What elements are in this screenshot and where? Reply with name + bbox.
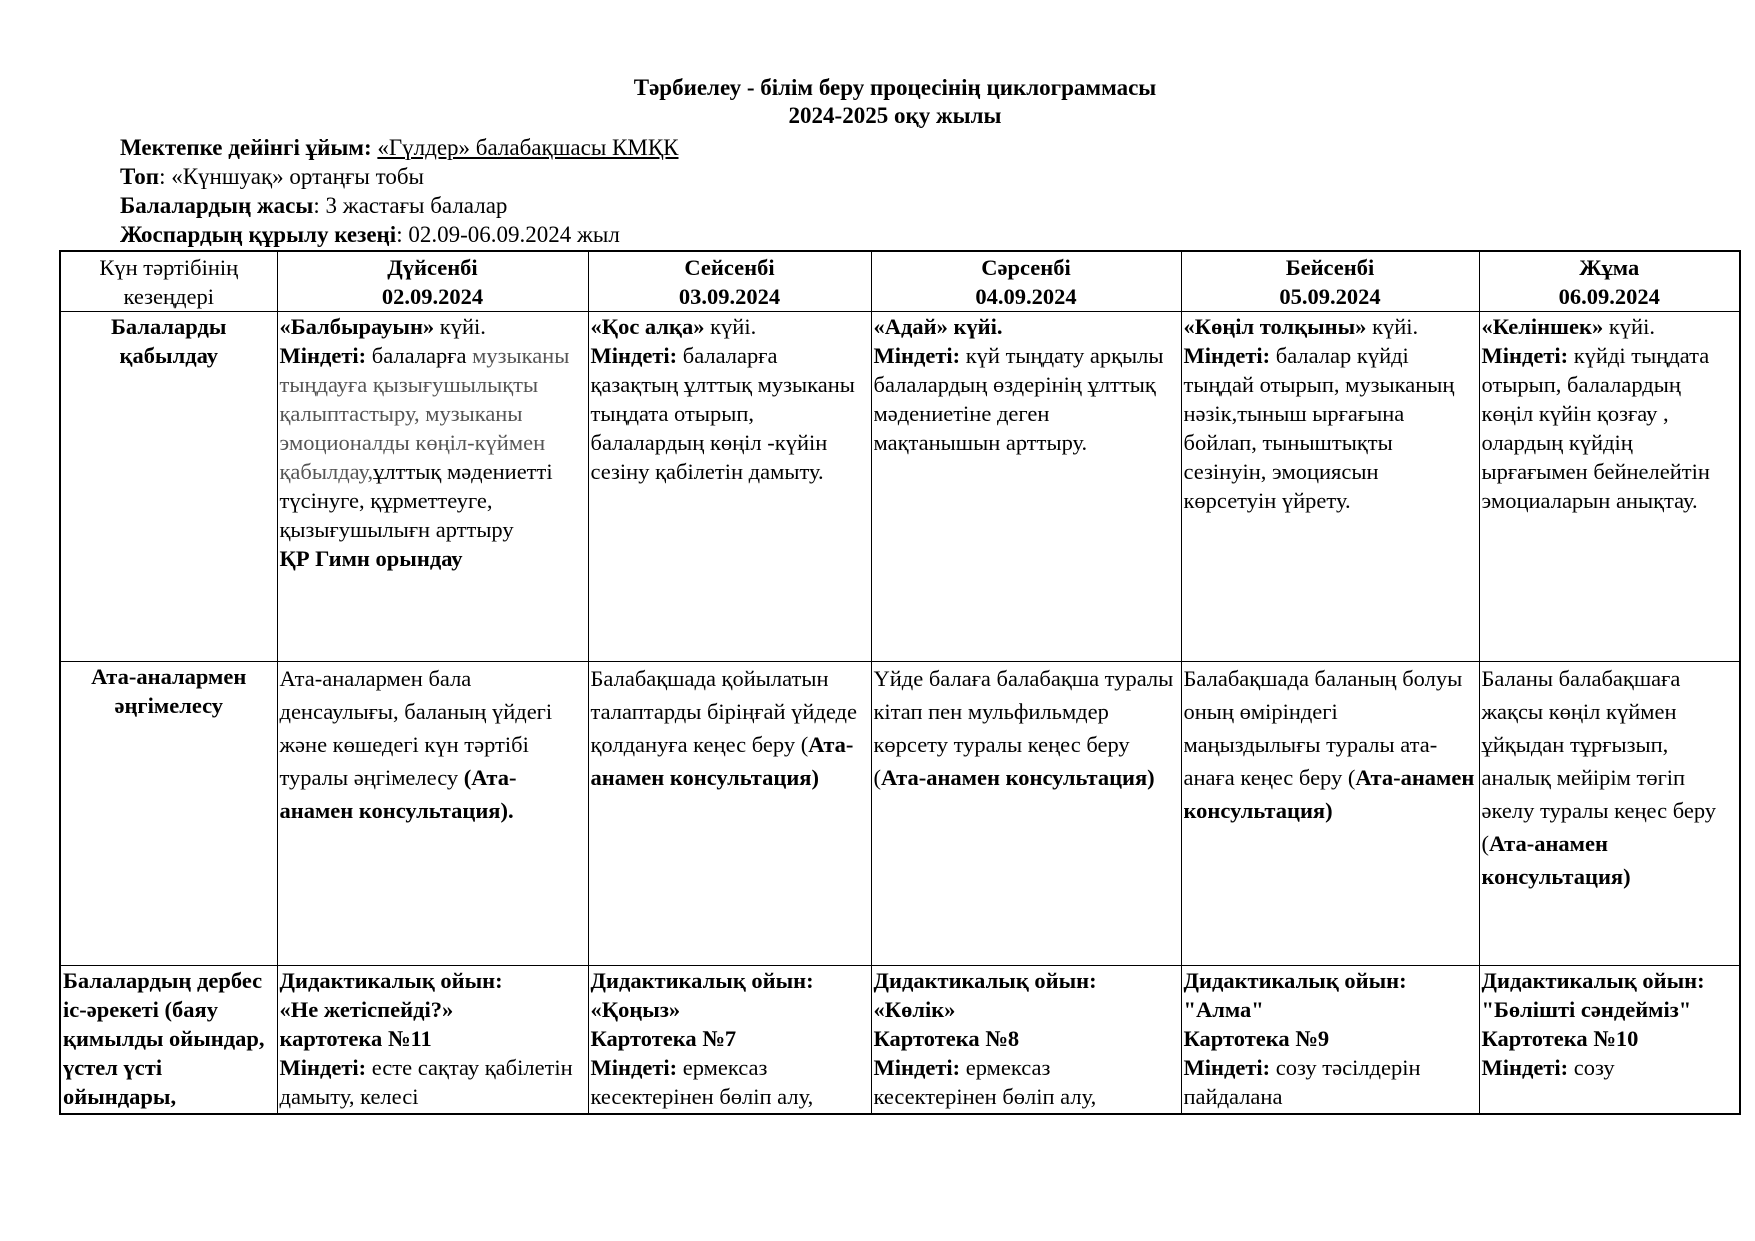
day-name: Сәрсенбі [981,255,1071,280]
cell-title: «Қос алқа» [590,314,705,339]
card-number: картотека №11 [279,1026,432,1051]
advice-text: Балабақшада баланың болуы оның өміріндегі маңыздылығы туралы ата-анаға кеңес беру ( [1183,666,1463,790]
meta-age-value: : 3 жастағы балалар [313,193,508,218]
meta-age [120,191,679,220]
card-number: Картотека №7 [590,1026,737,1051]
meta-period-label: Жоспардың құрылу кезеңі [120,222,397,247]
task-text: созу [1568,1055,1615,1080]
game-label: Дидактикалық ойын: [590,968,814,993]
task-label: Міндеті: [873,1055,961,1080]
cell-parents-fri [1479,662,1740,966]
cell-parents-wed [871,662,1181,966]
cell-independent-wed [871,966,1181,1114]
task-label: Міндеті: [279,1055,367,1080]
meta-age-label: Балалардың жасы [120,193,314,218]
meta-org-value: «Гүлдер» балабақшасы КМҚК [377,135,679,160]
meta-group-label: Топ [120,164,160,189]
task-label: Міндеті: [1183,343,1271,368]
task-text: балаларға [366,343,473,368]
task-text: балаларға қазақтың ұлттық музыканы тыңдата отырып, балалардың көңіл -күйін сезіну қабілетін дамыту. [590,343,855,484]
advice-text: Балабақшада қойылатын талаптарды біріңғай үйдеде қолдануға кеңес беру ( [590,666,857,757]
cell-title-rest: күйі. [1603,314,1655,339]
task-text: күй тыңдату арқылы балалардың өздерінің ұлттық мәдениетіне деген мақтанышын арттыру. [873,343,1164,455]
stage-cell: Ата-аналармен әңгімелесу [60,662,277,966]
advice-bold: Ата-анамен консультация) [1183,765,1475,823]
game-label: Дидактикалық ойын: [279,968,503,993]
advice-text: Баланы балабақшаға жақсы көңіл күймен ұйқыдан тұрғызып, аналық мейірім төгіп әкелу туралы кеңес беру ( [1481,666,1717,856]
advice-bold: Ата-анамен консультация) [1481,831,1631,889]
stage-cell: Балалардың дербес іс-әрекеті (баяу қимылды ойындар, үстел үсті ойындары, [60,966,277,1114]
card-number: Картотека №9 [1183,1026,1330,1051]
cell-reception-fri [1479,312,1740,662]
game-name: «Не жетіспейді?» [279,997,454,1022]
advice-text: Үйде балаға балабақша туралы кітап пен мульфильмдер көрсету туралы кеңес беру ( [873,666,1174,790]
advice-bold: Ата-анамен консультация) [881,765,1155,790]
meta-group-value: : «Күншуақ» ортаңғы тобы [159,164,424,189]
day-name: Сейсенбі [684,255,775,280]
meta-period-value: : 02.09-06.09.2024 жыл [396,222,620,247]
cyclogram-table [59,250,1741,1115]
cell-reception-thu [1181,312,1479,662]
game-label: Дидактикалық ойын: "Бөлішті сәндейміз" [1481,968,1705,1022]
task-text-2: ұлттық мәдениетті түсінуге, құрметтеуге, қызығушылығн арттыру [279,459,553,542]
header-day-mon [277,251,588,312]
table-row-independent [60,966,1740,1114]
anthem-note: ҚР Гимн орындау [279,546,463,571]
game-label: Дидактикалық ойын: [1183,968,1407,993]
day-date: 04.09.2024 [975,284,1077,309]
cell-reception-mon [277,312,588,662]
header-day-wed [871,251,1181,312]
task-label: Міндеті: [1183,1055,1271,1080]
meta-org [120,133,679,162]
day-date: 03.09.2024 [678,284,781,309]
table-header-row [60,251,1740,312]
cell-reception-wed [871,312,1181,662]
task-text: күйді тыңдата отырып, балалардың көңіл күйін қозғау , олардың күйдің ырғағымен бейнелейтін эмоциаларын анықтау. [1481,343,1710,513]
game-name: «Қоңыз» [590,997,681,1022]
advice-text: Ата-аналармен бала денсаулығы, баланың үйдегі және көшедегі күн тәртібі туралы әңгімелесу [279,666,553,790]
stage-cell: Балаларды қабылдау [60,312,277,662]
task-text: ермексаз кесектерінен бөліп алу, [590,1055,814,1109]
task-label: Міндеті: [590,343,678,368]
cell-title: «Балбырауын» [279,314,435,339]
title-line-1: Тәрбиелеу - білім беру процесінің циклограммасы [633,75,1157,100]
day-date: 05.09.2024 [1279,284,1381,309]
day-date: 02.09.2024 [381,284,484,309]
cell-title-rest: күйі. [1366,314,1419,339]
cell-independent-mon [277,966,588,1114]
cell-independent-tue [588,966,871,1114]
cell-parents-thu [1181,662,1479,966]
meta-org-label: Мектепке дейінгі ұйым: [120,135,372,160]
table-row-parents [60,662,1740,966]
game-name: "Алма" [1183,997,1264,1022]
advice-bold: Ата-анамен консультация) [590,732,854,790]
task-label: Міндеті: [279,343,367,368]
title-line-2: 2024-2025 оқу жылы [788,103,1002,128]
card-number: Картотека №10 [1481,1026,1639,1051]
task-text: созу тәсілдерін пайдалана [1183,1055,1421,1109]
day-name: Жұма [1579,255,1640,280]
cell-title: «Адай» күйі. [873,314,1003,339]
cell-title-rest: күйі. [704,314,757,339]
header-day-fri [1479,251,1740,312]
task-text: ермексаз кесектерінен бөліп алу, [873,1055,1097,1109]
cell-parents-mon [277,662,588,966]
document-meta [120,133,679,249]
task-label: Міндеті: [590,1055,678,1080]
task-label: Міндеті: [1481,1055,1569,1080]
meta-period [120,220,679,249]
table-row-reception [60,312,1740,662]
page-title [0,74,1755,130]
header-stage-cell: Күн тәртібінің кезеңдері [60,251,277,312]
day-date: 06.09.2024 [1558,284,1660,309]
cell-title-rest: күйі. [434,314,486,339]
header-day-thu [1181,251,1479,312]
day-name: Бейсенбі [1285,255,1375,280]
cell-title: «Көңіл толқыны» [1183,314,1367,339]
game-name: «Көлік» [873,997,956,1022]
cell-title: «Келіншек» [1481,314,1604,339]
task-label: Міндеті: [1481,343,1569,368]
task-text: есте сақтау қабілетін дамыту, келесі [279,1055,573,1109]
cell-independent-fri [1479,966,1740,1114]
day-name: Дүйсенбі [387,255,478,280]
header-day-tue [588,251,871,312]
cell-independent-thu [1181,966,1479,1114]
cell-reception-tue [588,312,871,662]
card-number: Картотека №8 [873,1026,1020,1051]
advice-bold: (Ата-анамен консультация). [279,765,517,823]
task-text-grey: музыканы тыңдауға қызығушылықты қалыптастыру, музыканы эмоционалды көңіл-күймен қабылдау, [279,343,570,484]
meta-group [120,162,679,191]
task-label: Міндеті: [873,343,961,368]
task-text: балалар күйді тыңдай отырып, музыканың нәзік,тыныш ырғағына бойлап, тыныштықты сезінуін, эмоциясын көрсетуін үйрету. [1183,343,1455,513]
game-label: Дидактикалық ойын: [873,968,1097,993]
cell-parents-tue [588,662,871,966]
